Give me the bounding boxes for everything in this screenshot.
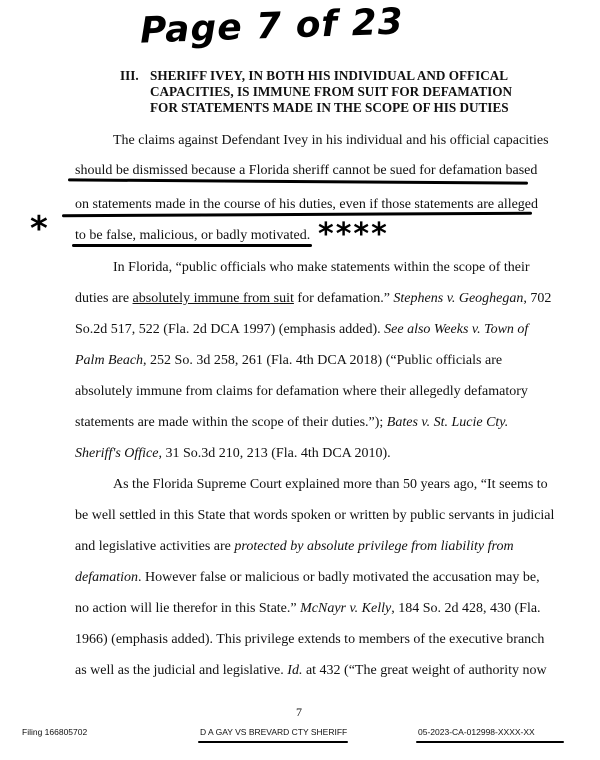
- body-line: [75, 322, 528, 338]
- text-run: . However false or malicious or badly motivated the accusation may be,: [138, 570, 540, 585]
- body-line: should be dismissed because a Florida sheriff cannot be sued for defamation based: [75, 163, 538, 178]
- case-citation: Palm Beach: [75, 353, 144, 368]
- text-run: statements are made within the scope of their duties.”);: [75, 415, 387, 430]
- body-line: to be false, malicious, or badly motivated.: [75, 228, 311, 243]
- page-number: 7: [296, 705, 302, 719]
- body-line: [75, 446, 391, 462]
- section-heading: [120, 68, 540, 116]
- body-line: absolutely immune from claims for defamation where their allegedly defamatory: [75, 384, 528, 399]
- underlined-text: absolutely immune from suit: [132, 291, 294, 306]
- text-run: no action will lie therefor in this State.”: [75, 601, 301, 616]
- body-line: [75, 663, 547, 679]
- case-citation: Stephens v. Geoghegan: [393, 291, 524, 306]
- body-line: In Florida, “public officials who make statements within the scope of their: [113, 260, 530, 275]
- body-line: be well settled in this State that words spoken or written by public servants in judicial: [75, 508, 555, 523]
- handwritten-underline: [72, 244, 312, 247]
- body-line: [75, 415, 508, 431]
- asterisk-annotation: *: [30, 209, 48, 249]
- emphasized-text: protected by absolute privilege from liability from: [234, 539, 514, 554]
- footer-case-title: D A GAY VS BREVARD CTY SHERIFF: [200, 727, 348, 737]
- body-line: [75, 570, 540, 586]
- body-line: The claims against Defendant Ivey in his individual and his official capacities: [113, 133, 549, 148]
- body-line: on statements made in the course of his duties, even if those statements are alleged: [75, 197, 539, 212]
- text-run: and legislative activities are: [75, 539, 235, 554]
- text-run: , 252 So. 3d 258, 261 (Fla. 4th DCA 2018) (“Public officials are: [143, 353, 503, 368]
- body-line: [75, 353, 502, 369]
- emphasized-text: defamation: [75, 570, 138, 585]
- body-line: As the Florida Supreme Court explained more than 50 years ago, “It seems to: [113, 477, 548, 492]
- text-run: , 31 So.3d 210, 213 (Fla. 4th DCA 2010).: [158, 446, 391, 461]
- footer-case-number: 05-2023-CA-012998-XXXX-XX: [418, 727, 535, 737]
- case-citation: Id.: [287, 663, 303, 678]
- text-run: at 432 (“The great weight of authority now: [302, 663, 547, 678]
- footer-filing-number: Filing 166805702: [22, 727, 88, 737]
- asterisk-annotation: ****: [318, 217, 389, 252]
- text-run: , 184 So. 2d 428, 430 (Fla.: [391, 601, 541, 616]
- body-line: [75, 601, 541, 617]
- text-run: for defamation.”: [293, 291, 394, 306]
- case-citation: Bates v. St. Lucie Cty.: [386, 415, 509, 430]
- case-citation: McNayr v. Kelly: [300, 601, 392, 616]
- handwritten-underline: [416, 741, 564, 743]
- text-run: So.2d 517, 522 (Fla. 2d DCA 1997) (emphasis added).: [75, 322, 385, 337]
- text-run: as well as the judicial and legislative.: [75, 663, 288, 678]
- body-line: 1966) (emphasis added). This privilege extends to members of the executive branch: [75, 632, 545, 647]
- body-line: [75, 539, 514, 555]
- handwritten-underline: [68, 178, 528, 184]
- handwritten-page-note: Page 7 of 23: [139, 1, 405, 52]
- section-number: III.: [120, 68, 139, 83]
- text-run: , 702: [523, 291, 552, 306]
- body-line: [75, 291, 551, 307]
- case-citation: See also Weeks v. Town of: [384, 322, 529, 337]
- case-citation: Sheriff's Office: [75, 446, 159, 461]
- text-run: duties are: [75, 291, 133, 306]
- section-heading-text: SHERIFF IVEY, IN BOTH HIS INDIVIDUAL AND OFFICAL CAPACITIES, IS IMMUNE FROM SUIT FOR DEFAMATION FOR STATEMENTS MADE IN THE SCOPE OF HIS DUTIES: [150, 68, 513, 115]
- handwritten-underline: [198, 741, 348, 743]
